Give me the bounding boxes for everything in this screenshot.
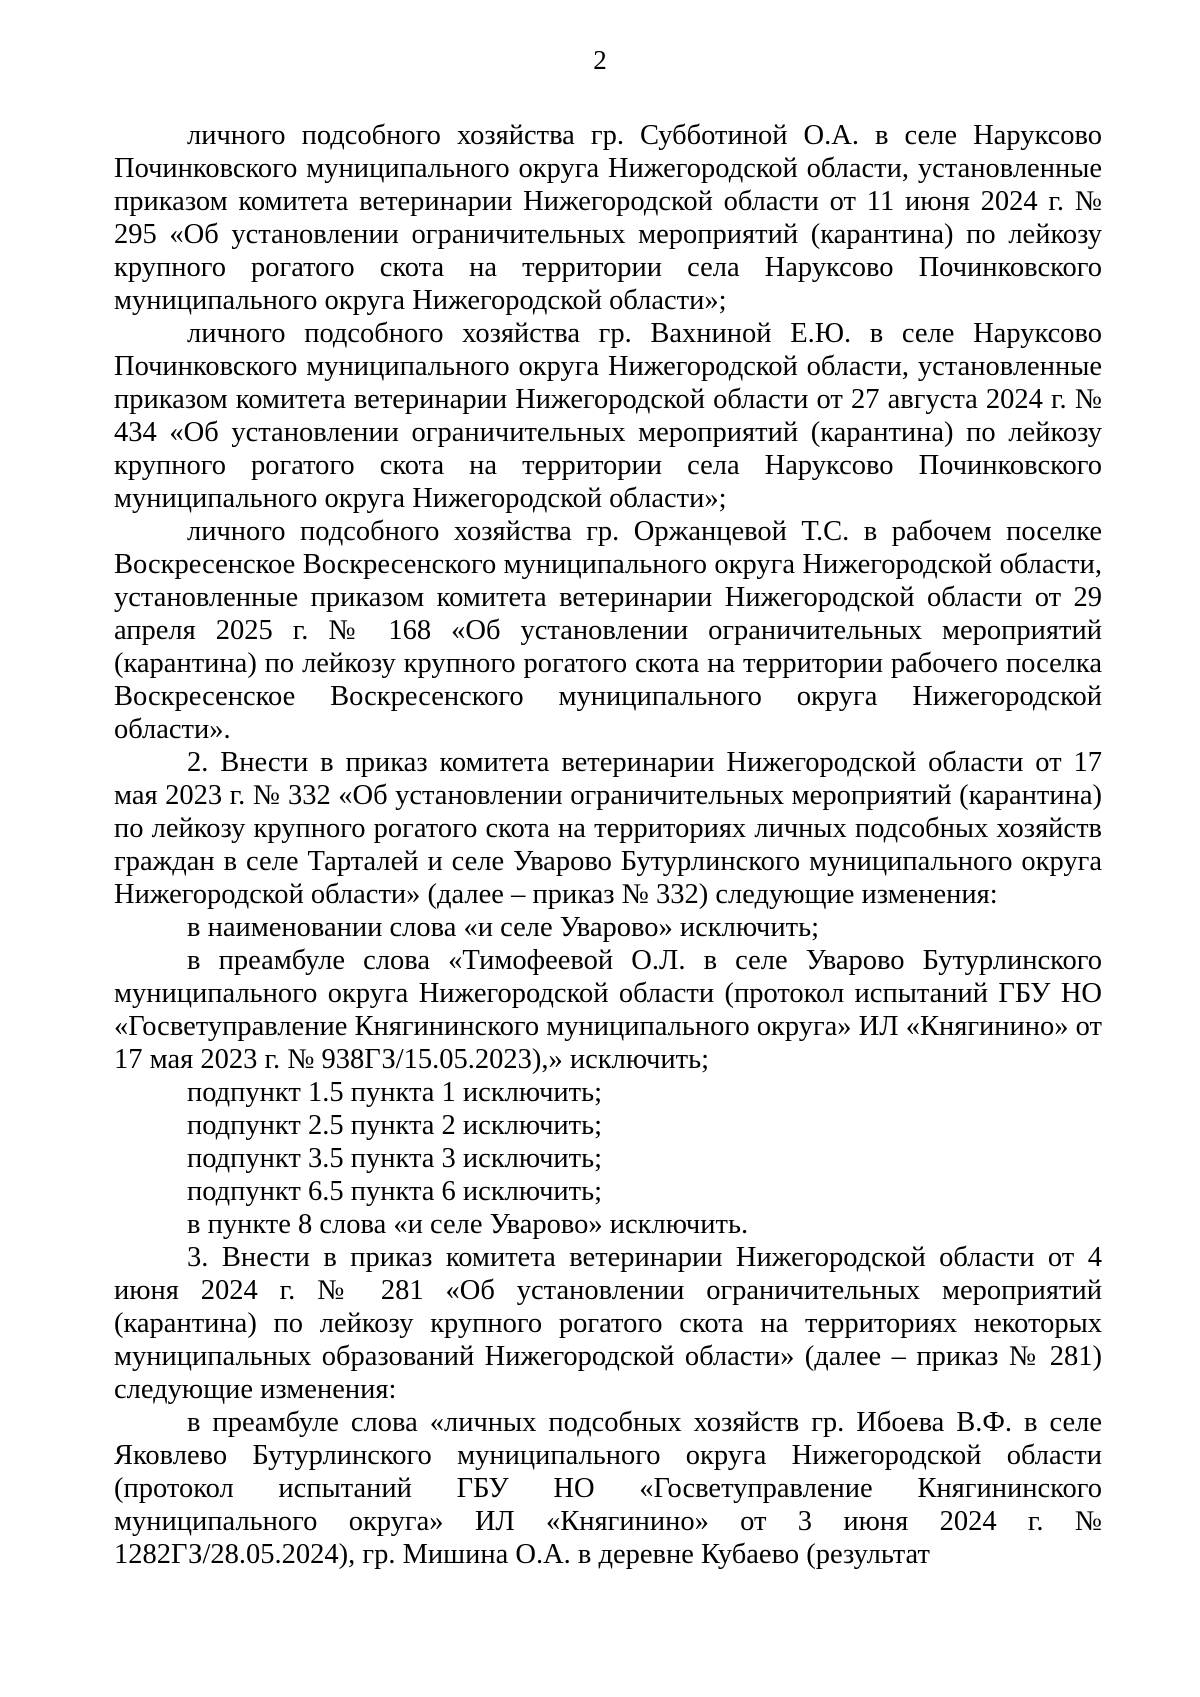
paragraph-subitem-6-5: подпункт 6.5 пункта 6 исключить; xyxy=(187,1176,603,1207)
paragraph-subitem-1-5: подпункт 1.5 пункта 1 исключить; xyxy=(187,1077,603,1108)
paragraph-subitem-3-5: подпункт 3.5 пункта 3 исключить; xyxy=(187,1143,603,1174)
paragraph-subbotina: личного подсобного хозяйства гр. Субботиной О.А. в селе Наруксово Починковского муниципального округа Нижегородской области, установленные приказом комитета ветеринарии Нижегородской области от 11 июня 2024 г. № 295 «Об установлении ограничительных мероприятий (карантина) по лейкозу крупного рогатого скота на территории села Наруксово Починковского муниципального округа Нижегородской области»; xyxy=(114,120,1102,316)
paragraph-preamble-change: в преамбуле слова «Тимофеевой О.Л. в селе Уварово Бутурлинского муниципального округа Нижегородской области (протокол испытаний ГБУ НО «Госветуправление Княгининского муниципального округа» ИЛ «Княгинино» от 17 мая 2023 г. № 938ГЗ/15.05.2023),» исключить; xyxy=(114,945,1102,1075)
page-number: 2 xyxy=(593,45,607,75)
paragraph-vakhnina: личного подсобного хозяйства гр. Вахниной Е.Ю. в селе Наруксово Починковского муниципального округа Нижегородской области, установленные приказом комитета ветеринарии Нижегородской области от 27 августа 2024 г. № 434 «Об установлении ограничительных мероприятий (карантина) по лейкозу крупного рогатого скота на территории села Наруксово Починковского муниципального округа Нижегородской области»; xyxy=(114,318,1102,514)
paragraph-preamble-281: в преамбуле слова «личных подсобных хозяйств гр. Ибоева В.Ф. в селе Яковлево Бутурлинского муниципального округа Нижегородской области (протокол испытаний ГБУ НО «Госветуправление Княгининского муниципального округа» ИЛ «Княгинино» от 3 июня 2024 г. № 1282ГЗ/28.05.2024), гр. Мишина О.А. в деревне Кубаево (результат xyxy=(114,1407,1102,1570)
paragraph-orzhantseva: личного подсобного хозяйства гр. Оржанцевой Т.С. в рабочем поселке Воскресенское Воскресенского муниципального округа Нижегородской области, установленные приказом комитета ветеринарии Нижегородской области от 29 апреля 2025 г. № 168 «Об установлении ограничительных мероприятий (карантина) по лейкозу крупного рогатого скота на территории рабочего поселка Воскресенское Воскресенского муниципального округа Нижегородской области». xyxy=(114,516,1102,745)
paragraph-item-3: 3. Внести в приказ комитета ветеринарии Нижегородской области от 4 июня 2024 г. № 281 «Об установлении ограничительных мероприятий (карантина) по лейкозу крупного рогатого скота на территориях некоторых муниципальных образований Нижегородской области» (далее – приказ № 281) следующие изменения: xyxy=(114,1242,1102,1405)
paragraph-subitem-2-5: подпункт 2.5 пункта 2 исключить; xyxy=(187,1110,603,1141)
paragraph-item-8-change: в пункте 8 слова «и селе Уварово» исключить. xyxy=(187,1209,749,1240)
paragraph-title-change: в наименовании слова «и селе Уварово» исключить; xyxy=(187,912,819,943)
document-body xyxy=(114,119,1102,1571)
paragraph-item-2: 2. Внести в приказ комитета ветеринарии Нижегородской области от 17 мая 2023 г. № 332 «Об установлении ограничительных мероприятий (карантина) по лейкозу крупного рогатого скота на территориях личных подсобных хозяйств граждан в селе Тарталей и селе Уварово Бутурлинского муниципального округа Нижегородской области» (далее – приказ № 332) следующие изменения: xyxy=(114,747,1102,910)
